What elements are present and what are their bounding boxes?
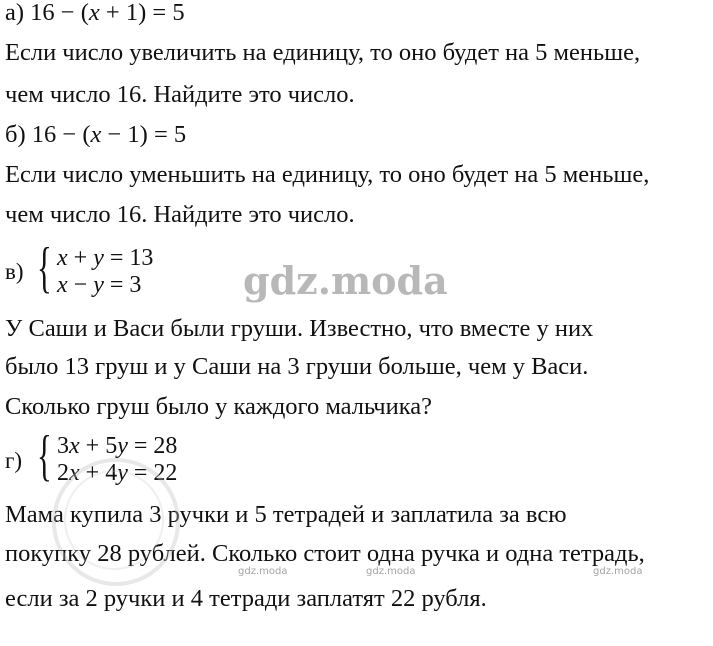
watermark-small-3: gdz.moda xyxy=(593,566,643,577)
watermark-small-1: gdz.moda xyxy=(238,566,288,577)
watermark-logo: gdz.moda xyxy=(243,258,448,303)
problem-g-text-line-3: если за 2 ручки и 4 тетради заплатят 22 рубля. xyxy=(5,585,487,612)
problem-a-equation: а) 16 − (x + 1) = 5 xyxy=(5,0,185,26)
problem-a-text-line-2: чем число 16. Найдите это число. xyxy=(5,81,355,108)
system-brace-icon: { xyxy=(37,237,52,299)
problem-v-text-line-1: У Саши и Васи были груши. Известно, что вместе у них xyxy=(5,315,594,342)
watermark-small-2: gdz.moda xyxy=(366,566,416,577)
problem-v-label: в) xyxy=(5,259,24,284)
problem-g-system-row-1: 3x + 5y = 28 xyxy=(57,433,178,459)
problem-b-text-line-2: чем число 16. Найдите это число. xyxy=(5,201,355,228)
problem-v-text-line-2: было 13 груш и у Саши на 3 груши больше, чем у Васи. xyxy=(5,353,589,380)
problem-a-text-line-1: Если число увеличить на единицу, то оно будет на 5 меньше, xyxy=(5,39,641,66)
problem-g-text-line-1: Мама купила 3 ручки и 5 тетрадей и заплатила за всю xyxy=(5,501,567,528)
problem-b-equation: б) 16 − (x − 1) = 5 xyxy=(5,121,187,148)
problem-v-system-row-2: x − y = 3 xyxy=(57,272,142,298)
problem-b-label: б) xyxy=(5,121,32,148)
problem-g-text-line-2: покупку 28 рублей. Сколько стоит одна ручка и одна тетрадь, xyxy=(5,540,645,567)
system-brace-icon: { xyxy=(37,425,52,487)
watermark-stamp-inner xyxy=(64,470,164,570)
problem-v-system-row-1: x + y = 13 xyxy=(57,245,154,271)
problem-b-text-line-1: Если число уменьшить на единицу, то оно будет на 5 меньше, xyxy=(5,161,650,188)
problem-v-text-line-3: Сколько груш было у каждого мальчика? xyxy=(5,393,433,420)
problem-g-label: г) xyxy=(5,448,23,473)
problem-g-system-row-2: 2x + 4y = 22 xyxy=(57,460,178,486)
problem-a-label: а) xyxy=(5,0,31,26)
